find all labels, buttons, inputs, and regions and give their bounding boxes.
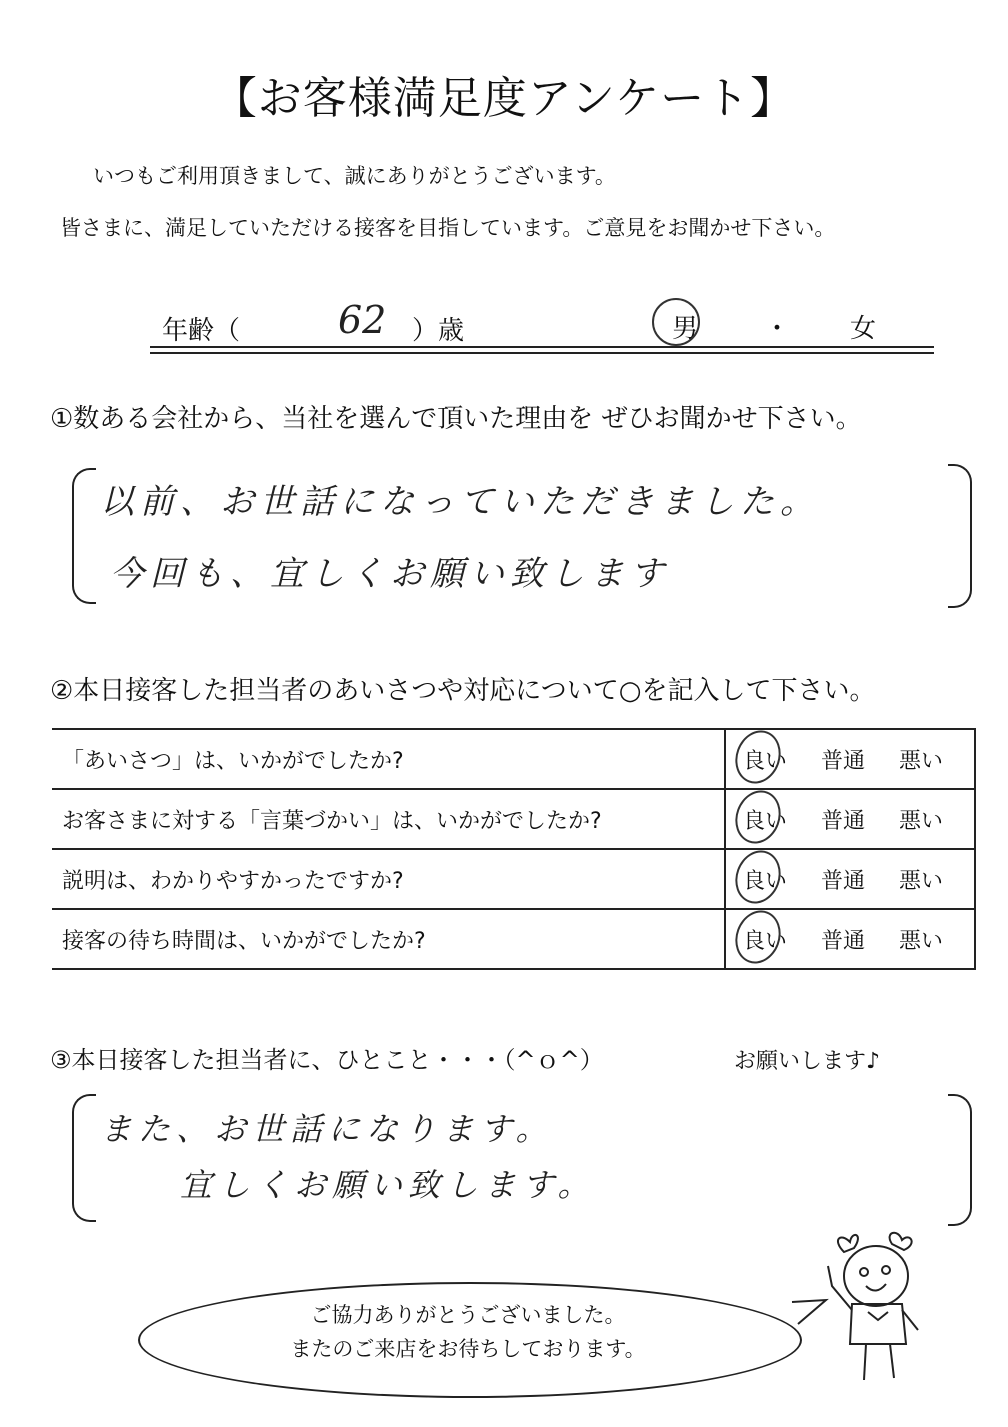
rating-option[interactable]: [882, 804, 960, 835]
age-value[interactable]: 62: [338, 298, 387, 342]
survey-title: 【お客様満足度アンケート】: [212, 73, 796, 124]
rating-option-label: 良い: [742, 808, 787, 834]
rating-question: 説明は、わかりやすかったですか?: [52, 849, 725, 909]
gender-selected-circle: [652, 298, 700, 346]
mascot-illustration: [822, 1226, 932, 1386]
q1-bracket-left: [72, 468, 96, 604]
q3-question: ③本日接客した担当者に、ひとこと・・・（^ｏ^）: [50, 1046, 604, 1074]
rating-option[interactable]: [882, 744, 960, 775]
rating-option-label: 悪い: [898, 928, 943, 954]
q1-answer-line-1[interactable]: 以前、お世話になっていただきました。: [100, 482, 820, 522]
gender-female[interactable]: 女: [850, 314, 877, 344]
selected-circle-mark: [728, 724, 788, 790]
rating-table: [52, 728, 976, 970]
rating-options: [725, 909, 975, 969]
intro-line-1: いつもご利用頂きまして、誠にありがとうございます。: [93, 164, 616, 188]
q1-bracket-right: [948, 464, 972, 608]
rating-row: [52, 729, 975, 789]
rating-option[interactable]: [804, 804, 882, 835]
profile-underline-top: [150, 346, 934, 348]
rating-options: [725, 789, 975, 849]
q3-request: お願いします♪: [734, 1049, 881, 1074]
thanks-message: [138, 1298, 798, 1366]
rating-option-label: 普通: [820, 868, 865, 894]
q2-question: ②本日接客した担当者のあいさつや対応について○を記入して下さい。: [50, 676, 876, 706]
thanks-line-2: またのご来店をお待ちしております。: [290, 1337, 646, 1361]
rating-option-label: 悪い: [898, 868, 943, 894]
profile-underline-bottom: [150, 352, 934, 354]
gender-male[interactable]: 男: [672, 314, 699, 344]
q3-bracket-left: [72, 1094, 96, 1222]
rating-options: [725, 729, 975, 789]
rating-option[interactable]: [726, 924, 804, 955]
rating-row: [52, 849, 975, 909]
rating-row: [52, 909, 975, 969]
q3-answer-line-1[interactable]: また、お世話になります。: [100, 1110, 554, 1148]
rating-row: [52, 789, 975, 849]
rating-option[interactable]: [726, 804, 804, 835]
q1-question: ①数ある会社から、当社を選んで頂いた理由を ぜひお聞かせ下さい。: [50, 404, 862, 434]
rating-option[interactable]: [804, 744, 882, 775]
selected-circle-mark: [728, 904, 788, 970]
rating-option-label: 普通: [820, 928, 865, 954]
rating-option-label: 普通: [820, 808, 865, 834]
age-label: 年齢（: [162, 316, 241, 346]
rating-option-label: 良い: [742, 868, 787, 894]
thanks-line-1: ご協力ありがとうございました。: [310, 1303, 626, 1327]
rating-options: [725, 849, 975, 909]
rating-option[interactable]: [882, 864, 960, 895]
rating-option-label: 普通: [820, 748, 865, 774]
selected-circle-mark: [728, 784, 788, 850]
q3-bracket-right: [948, 1094, 972, 1226]
rating-option[interactable]: [804, 924, 882, 955]
rating-option[interactable]: [726, 744, 804, 775]
rating-question: お客さまに対する「言葉づかい」は、いかがでしたか?: [52, 789, 725, 849]
gender-separator: ・: [764, 314, 791, 344]
q3-answer-line-2[interactable]: 宜しくお願い致します。: [180, 1166, 596, 1204]
rating-option[interactable]: [804, 864, 882, 895]
rating-option-label: 悪い: [898, 748, 943, 774]
intro-line-2: 皆さまに、満足していただける接客を目指しています。ご意見をお聞かせ下さい。: [60, 216, 836, 240]
rating-option-label: 良い: [742, 748, 787, 774]
selected-circle-mark: [728, 844, 788, 910]
q1-answer-line-2[interactable]: 今回も、宜しくお願い致します: [110, 554, 670, 594]
rating-question: 接客の待ち時間は、いかがでしたか?: [52, 909, 725, 969]
rating-option[interactable]: [882, 924, 960, 955]
rating-option-label: 悪い: [898, 808, 943, 834]
rating-option[interactable]: [726, 864, 804, 895]
rating-question: 「あいさつ」は、いかがでしたか?: [52, 729, 725, 789]
rating-option-label: 良い: [742, 928, 787, 954]
age-suffix: ）歳: [412, 316, 465, 346]
